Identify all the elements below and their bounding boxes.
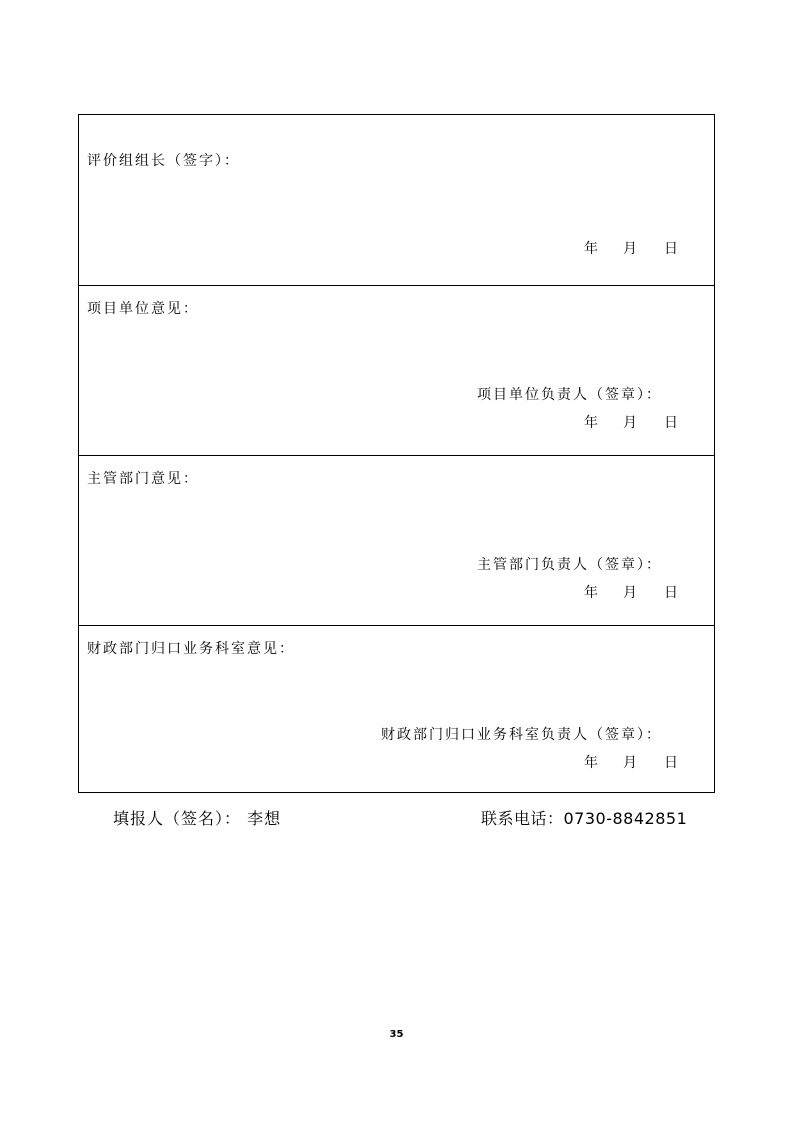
date-day-label: 日 — [664, 755, 678, 771]
evaluation-leader-label: 评价组组长（签字）： — [87, 153, 240, 169]
date-year-label: 年 — [584, 241, 598, 257]
date-day-label: 日 — [664, 585, 678, 601]
date-year-label: 年 — [584, 415, 598, 431]
finance-dept-opinion-label: 财政部门归口业务科室意见： — [87, 641, 295, 657]
form-row-finance-dept — [79, 625, 714, 794]
project-unit-signer-label: 项目单位负责人（签章）： — [477, 387, 662, 403]
contact-phone-label: 联系电话：0730-8842851 — [481, 809, 688, 828]
form-row-supervising-dept — [79, 455, 714, 625]
finance-dept-signer-label: 财政部门归口业务科室负责人（签章）： — [381, 727, 662, 743]
supervising-dept-signer-label: 主管部门负责人（签章）： — [477, 557, 662, 573]
approval-form-table — [78, 114, 715, 793]
date-day-label: 日 — [664, 415, 678, 431]
date-month-label: 月 — [623, 585, 637, 601]
filler-signature-label: 填报人（签名）： 李想 — [113, 809, 282, 828]
date-month-label: 月 — [623, 241, 637, 257]
project-unit-opinion-label: 项目单位意见： — [87, 301, 199, 317]
form-row-project-unit — [79, 285, 714, 455]
date-year-label: 年 — [584, 755, 598, 771]
date-year-label: 年 — [584, 585, 598, 601]
date-month-label: 月 — [623, 415, 637, 431]
date-day-label: 日 — [664, 241, 678, 257]
page-number: 35 — [389, 1029, 404, 1040]
form-row-evaluation-leader — [79, 115, 714, 285]
supervising-dept-opinion-label: 主管部门意见： — [87, 471, 199, 487]
date-month-label: 月 — [623, 755, 637, 771]
